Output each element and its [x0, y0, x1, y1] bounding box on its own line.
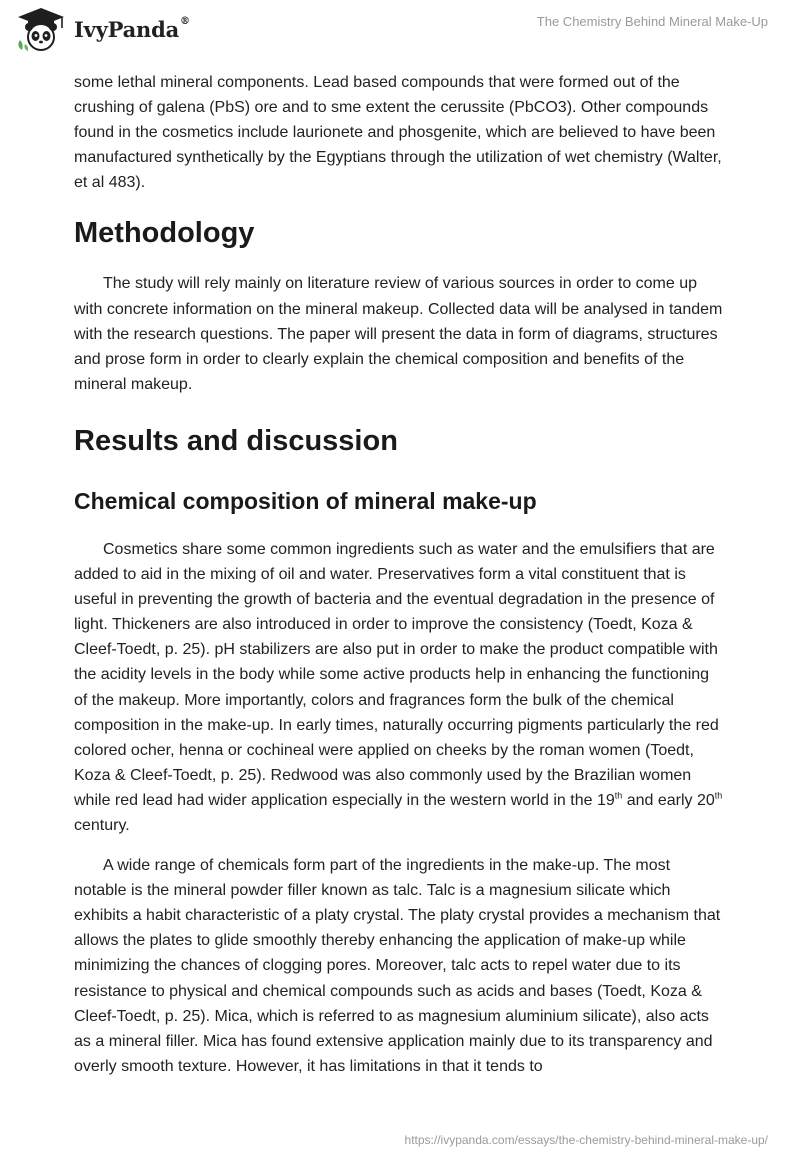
essay-content — [74, 70, 726, 1079]
ivypanda-logo[interactable] — [14, 6, 190, 52]
page-header — [0, 0, 800, 64]
chemical-composition-heading: Chemical composition of mineral make-up — [74, 487, 537, 514]
logo-text: IvyPanda — [74, 16, 180, 42]
results-heading: Results and discussion — [74, 424, 398, 457]
ordinal-suffix: th — [614, 790, 623, 801]
methodology-heading: Methodology — [74, 217, 255, 250]
panda-graduate-icon — [14, 6, 68, 52]
chem-paragraph-mid: and early 20 — [622, 791, 715, 809]
ordinal-suffix: th — [714, 790, 723, 801]
intro-paragraph: some lethal mineral components. Lead based compounds that were formed out of the crushing of galena (PbS) ore and to sme extent the cerussite (PbCO3). Other compounds found in the cosmetics include laurionete and phosgenite, which are believed to have been manufactured synthetically by the Egyptians through the utilization of wet chemistry (Walter, et al 483). — [74, 74, 722, 192]
chem-paragraph-end: century. — [74, 816, 130, 834]
talc-paragraph: A wide range of chemicals form part of the ingredients in the make-up. The most notable is the mineral powder filler known as talc. Talc is a magnesium silicate which exhibits a habit characteristic of a platy crystal. The platy crystal provides a mechanism that allows the plates to glide smoothly thereby enhancing the application of make-up while minimizing the chances of clogging pores. Moreover, talc acts to repel water due to its resistance to physical and chemical compounds such as acids and bases (Toedt, Koza & Cleef-Toedt, p. 25). Mica, which is referred to as magnesium aluminium silicate), also acts as a mineral filler. Mica has found extensive application mainly due to its transparency and overly smooth texture. However, it has limitations in that it tends to — [74, 857, 721, 1075]
registered-mark: ® — [180, 15, 190, 27]
source-url[interactable]: https://ivypanda.com/essays/the-chemistry-behind-mineral-make-up/ — [404, 1133, 768, 1147]
document-title: The Chemistry Behind Mineral Make-Up — [536, 14, 768, 29]
chem-paragraph-text: Cosmetics share some common ingredients such as water and the emulsifiers that are added to aid in the mixing of oil and water. Preservatives form a vital constituent that is useful in preventing the growth of bacteria and the eventual degradation in the presence of light. Thickeners are also introduced in order to improve the consistency (Toedt, Koza & Cleef-Toedt, p. 25). pH stabilizers are also put in order to make the product compatible with the acidity levels in the body while some active products help in enhancing the functioning of the makeup. More importantly, colors and fragrances form the bulk of the chemical composition in the make-up. In early times, naturally occurring pigments particularly the red colored ocher, henna or cochineal were applied on cheeks by the roman women (Toedt, Koza & Cleef-Toedt, p. 25). Redwood was also commonly used by the Brazilian women while red lead had wider application especially in the western world in the 19 — [74, 540, 719, 809]
chemical-composition-paragraph — [74, 537, 726, 838]
methodology-paragraph: The study will rely mainly on literature review of various sources in order to come up with concrete information on the mineral makeup. Collected data will be analysed in tandem with the research questions. The paper will present the data in form of diagrams, structures and prose form in order to clearly explain the chemical composition and benefits of the mineral makeup. — [74, 275, 723, 393]
